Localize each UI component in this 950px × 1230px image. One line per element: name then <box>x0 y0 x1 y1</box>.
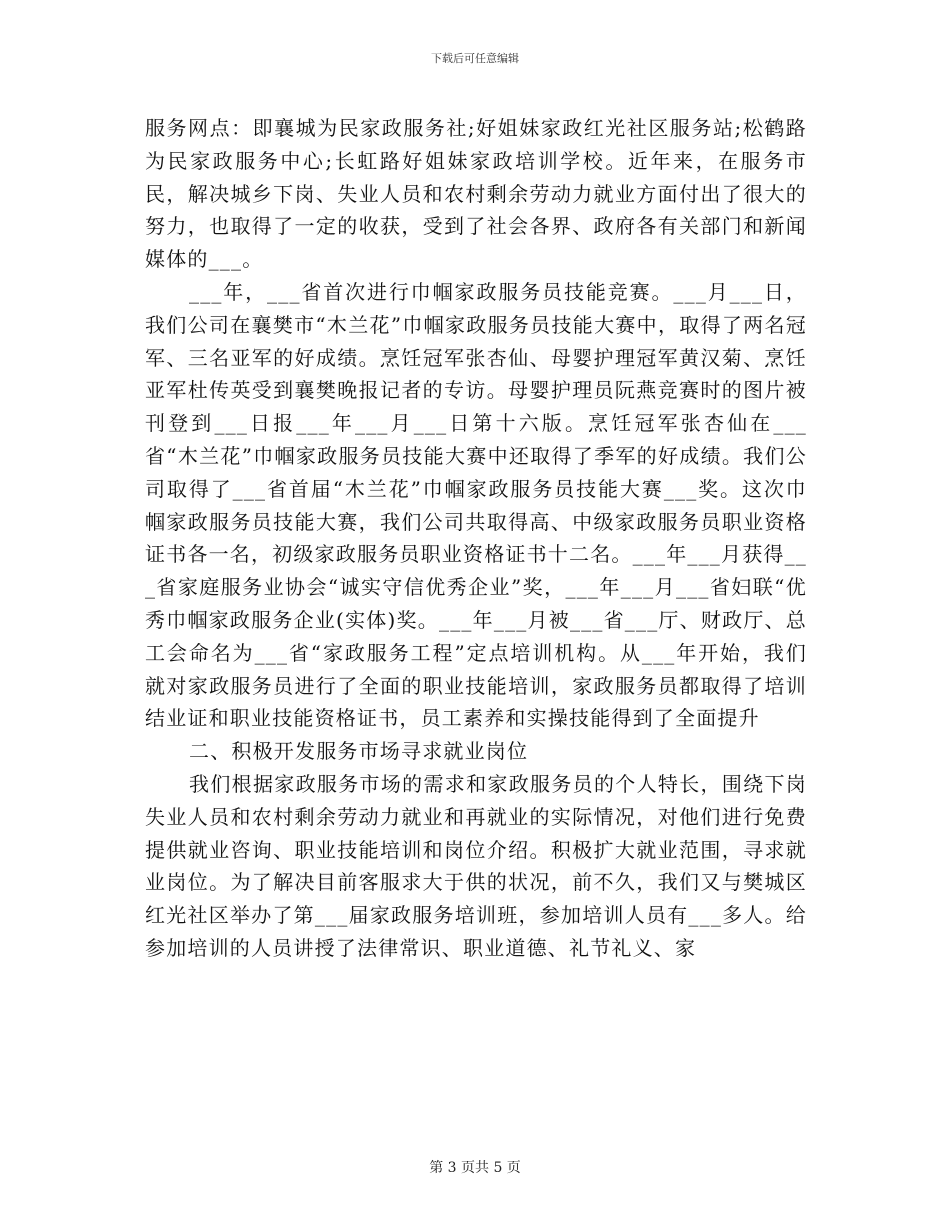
section-heading: 二、积极开发服务市场寻求就业岗位 <box>189 739 529 764</box>
paragraph-competition: ___年，___省首次进行巾帼家政服务员技能竞赛。___月___日，我们公司在襄樊市“木兰花”巾帼家政服务员技能大赛中，取得了两名冠军、三名亚军的好成绩。烹饪冠军张杏仙、母婴护理冠军黄汉菊、烹饪亚军杜传英受到襄樊晚报记者的专访。母婴护理员阮燕竞赛时的图片被刊登到___日报___年___月___日第十六版。烹饪冠军张杏仙在___省“木兰花”巾帼家政服务员技能大赛中还取得了季军的好成绩。我们公司取得了___省首届“木兰花”巾帼家政服务员技能大赛___奖。这次巾帼家政服务员技能大赛，我们公司共取得高、中级家政服务员职业资格证书各一名，初级家政服务员职业资格证书十二名。___年___月获得___省家庭服务业协会“诚实守信优秀企业”奖，___年___月___省妇联“优秀巾帼家政服务企业(实体)奖。___年___月被___省___厅、财政厅、总工会命名为___省“家政服务工程”定点培训机构。从___年开始，我们就对家政服务员进行了全面的职业技能培训，家政服务员都取得了培训结业证和职业技能资格证书，员工素养和实操技能得到了全面提升 <box>145 279 807 731</box>
paragraph-employment: 我们根据家政服务市场的需求和家政服务员的个人特长，围绕下岗失业人员和农村剩余劳动力就业和再就业的实际情况，对他们进行免费提供就业咨询、职业技能培训和岗位介绍。积极扩大就业范围，寻求就业岗位。为了解决目前客服求大于供的状况，前不久，我们又与樊城区红光社区举办了第___届家政服务培训班，参加培训人员有___多人。给参加培训的人员讲授了法律常识、职业道德、礼节礼义、家 <box>145 771 807 960</box>
document-body <box>145 112 807 965</box>
page-number: 第 3 页共 5 页 <box>429 1160 521 1176</box>
page-header: 下载后可任意编辑 <box>431 52 519 65</box>
paragraph-service-points: 服务网点：即襄城为民家政服务社;好姐妹家政红光社区服务站;松鹤路为民家政服务中心;长虹路好姐妹家政培训学校。近年来，在服务市民，解决城乡下岗、失业人员和农村剩余劳动力就业方面付出了很大的努力，也取得了一定的收获，受到了社会各界、政府各有关部门和新闻媒体的___。 <box>145 116 807 272</box>
